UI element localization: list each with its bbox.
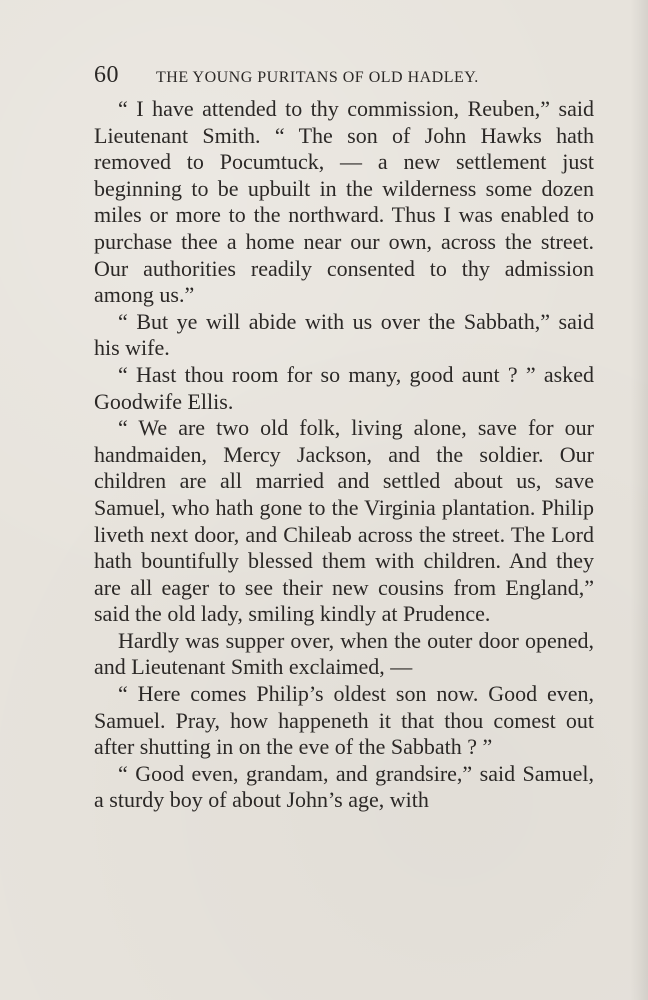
paragraph: “ Hast thou room for so many, good aunt ? ” asked Goodwife Ellis. [94,361,594,414]
paragraph: “ But ye will abide with us over the Sabbath,” said his wife. [94,308,594,361]
paragraph: “ I have attended to thy commission, Reuben,” said Lieutenant Smith. “ The son of John Hawks hath removed to Pocumtuck, — a new settlement just beginning to be upbuilt in the wilderness some dozen miles or more to the northward. Thus I was enabled to purchase thee a home near our own, across the street. Our authorities readily consented to thy admission among us.” [94,96,594,308]
paragraph: “ Good even, grandam, and grandsire,” said Samuel, a sturdy boy of about John’s age, with [94,760,594,813]
body-text [94,96,594,814]
paragraph: “ We are two old folk, living alone, save for our handmaiden, Mercy Jackson, and the soldier. Our children are all married and settled about us, save Samuel, who hath gone to the Virginia plantation. Philip liveth next door, and Chileab across the street. The Lord hath bountifully blessed them with children. And they are all eager to see their new cousins from England,” said the old lady, smiling kindly at Prudence. [94,415,594,627]
running-head [94,58,594,92]
paragraph: “ Here comes Philip’s oldest son now. Good even, Samuel. Pray, how happeneth it that thou comest out after shutting in on the eve of the Sabbath ? ” [94,681,594,760]
text-block [94,58,594,814]
paragraph: Hardly was supper over, when the outer door opened, and Lieutenant Smith exclaimed, — [94,627,594,680]
page-number: 60 [94,62,119,88]
page-edge-shadow [630,0,648,1000]
running-title: THE YOUNG PURITANS OF OLD HADLEY. [156,69,479,86]
